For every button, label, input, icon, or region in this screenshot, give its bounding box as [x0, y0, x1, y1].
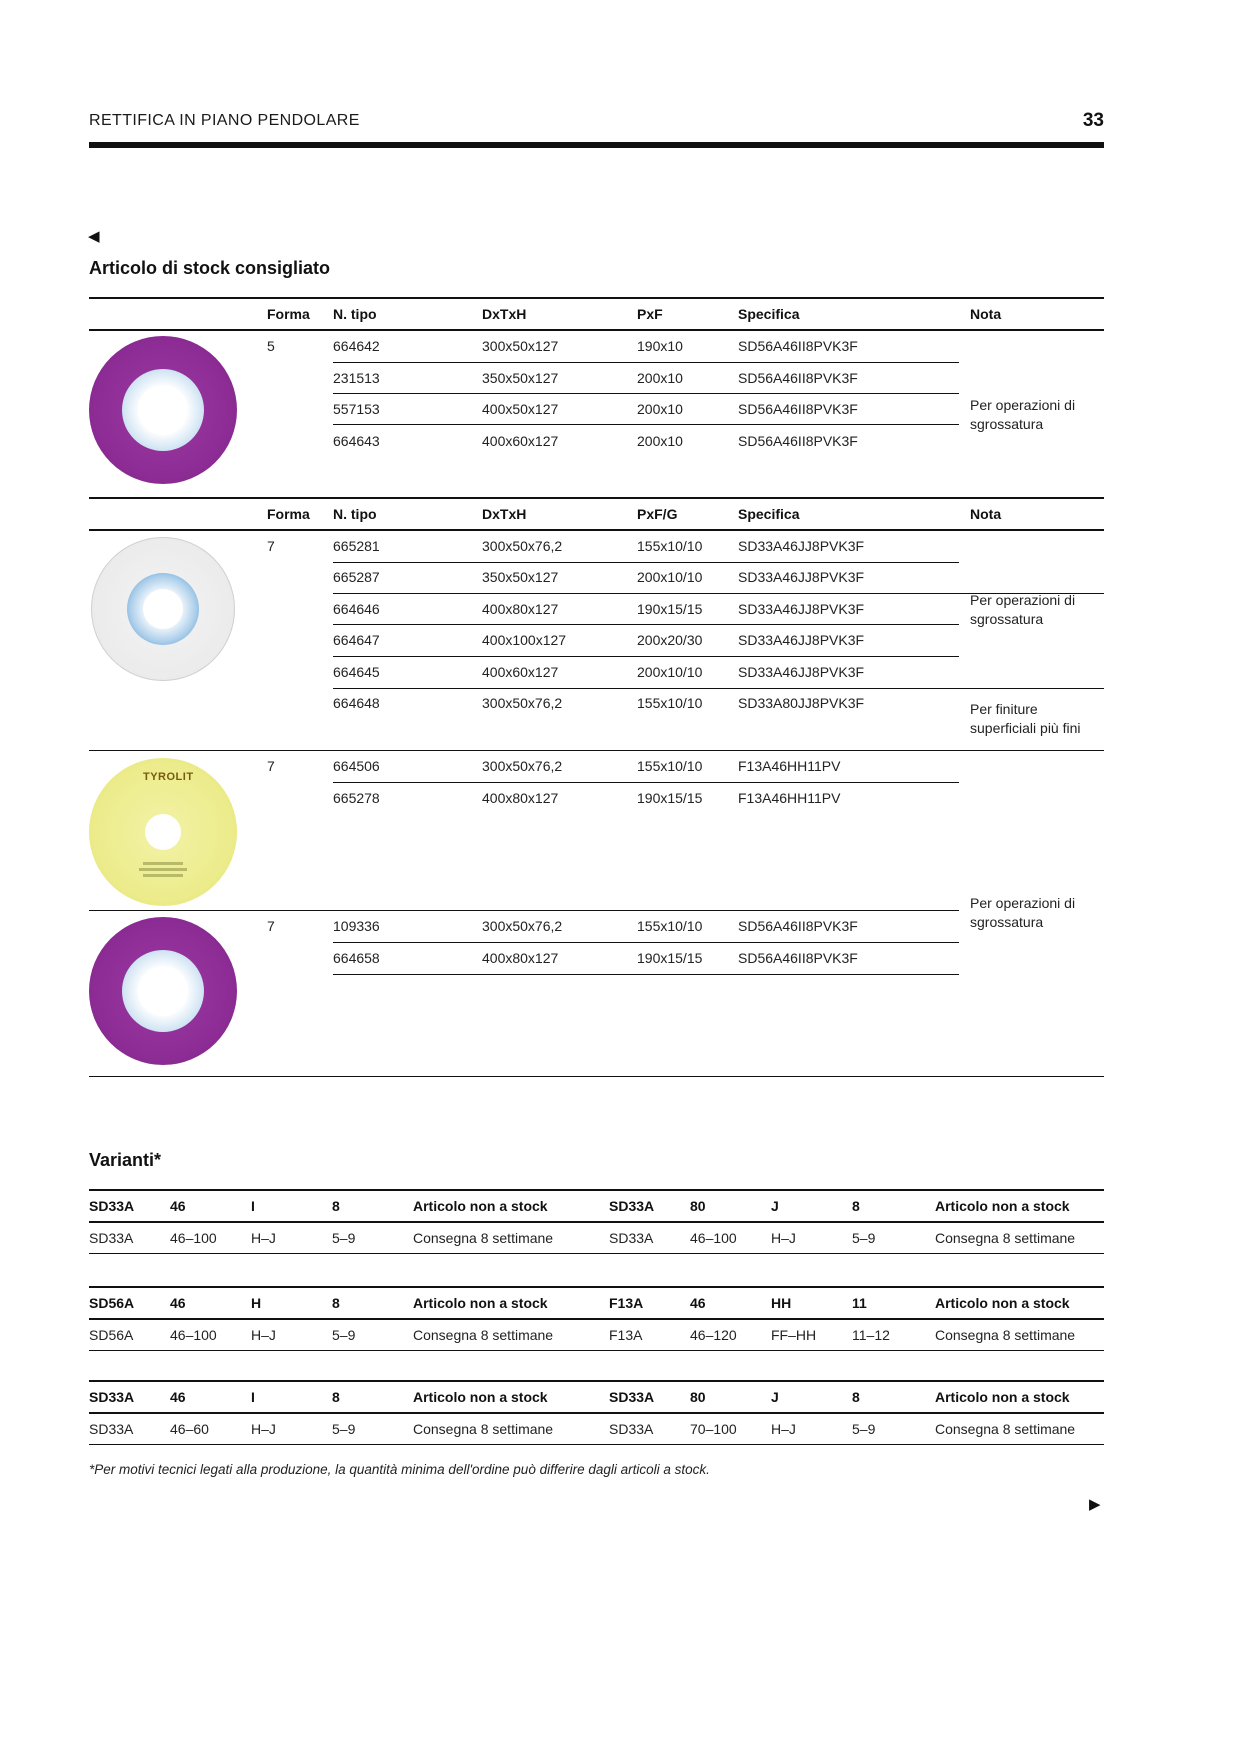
table-cell: 190x10 [637, 338, 683, 354]
product-image-purple-wheel-2 [89, 917, 237, 1065]
variant-row-cell: 46–100 [690, 1230, 737, 1246]
row-rule [333, 974, 959, 975]
table-cell: 200x10/10 [637, 664, 703, 680]
table-cell: 300x50x76,2 [482, 695, 563, 711]
table-cell: SD56A46II8PVK3F [738, 918, 858, 934]
table-cell: 155x10/10 [637, 538, 703, 554]
table-cell: 155x10/10 [637, 695, 703, 711]
col-header-nota: Nota [970, 506, 1002, 522]
variant-head-cell: I [251, 1389, 255, 1405]
table-cell: 664645 [333, 664, 380, 680]
table-cell: 190x15/15 [637, 601, 703, 617]
table-cell: 231513 [333, 370, 380, 386]
table-cell: 300x50x76,2 [482, 918, 563, 934]
variant-row-cell: H–J [251, 1327, 276, 1343]
table-header-rule [89, 529, 1104, 531]
footnote: *Per motivi tecnici legati alla produzione, la quantità minima dell'ordine può differire dagli articoli a stock. [89, 1462, 710, 1477]
variant-row-cell: SD33A [609, 1421, 654, 1437]
variant-row-cell: Consegna 8 settimane [935, 1421, 1076, 1437]
col-header-specifica: Specifica [738, 306, 800, 322]
nota-text: Per finiture superficiali più fini [970, 701, 1081, 736]
row-rule [333, 624, 959, 625]
variant-head-cell: 8 [852, 1198, 860, 1214]
row-rule [333, 424, 959, 425]
variant-head-cell: SD33A [89, 1198, 135, 1214]
variant-head-cell: 8 [332, 1198, 340, 1214]
nota-text: Per operazioni di sgrossatura [970, 397, 1076, 432]
forma-value: 5 [267, 338, 275, 354]
row-rule [333, 362, 959, 363]
page-number: 33 [1082, 110, 1104, 131]
variant-top-rule [89, 1189, 1104, 1191]
variant-row-cell: SD56A [89, 1327, 134, 1343]
variant-head-cell: I [251, 1198, 255, 1214]
table-cell: SD56A46II8PVK3F [738, 338, 858, 354]
variant-row-cell: Consegna 8 settimane [413, 1230, 554, 1246]
variant-mid-rule [89, 1318, 1104, 1320]
row-rule [333, 782, 959, 783]
table-cell: 109336 [333, 918, 380, 934]
table-cell: 400x80x127 [482, 950, 559, 966]
variant-head-cell: 8 [332, 1295, 340, 1311]
variant-head-cell: H [251, 1295, 262, 1311]
table-cell: 300x50x76,2 [482, 538, 563, 554]
variant-top-rule [89, 1380, 1104, 1382]
variant-head-cell: SD33A [609, 1198, 655, 1214]
col-header-n-tipo: N. tipo [333, 506, 377, 522]
forma-value: 7 [267, 918, 275, 934]
variant-row-cell: 70–100 [690, 1421, 737, 1437]
variant-row-cell: 46–60 [170, 1421, 209, 1437]
row-rule [333, 688, 1104, 689]
variant-head-cell: J [771, 1198, 779, 1214]
variant-head-cell: Articolo non a stock [413, 1295, 548, 1311]
running-header-title: RETTIFICA IN PIANO PENDOLARE [89, 112, 360, 129]
variant-row-cell: 46–120 [690, 1327, 737, 1343]
variant-bottom-rule [89, 1350, 1104, 1351]
table-cell: SD56A46II8PVK3F [738, 370, 858, 386]
row-rule [333, 562, 959, 563]
table-cell: 155x10/10 [637, 758, 703, 774]
variant-head-cell: Articolo non a stock [935, 1198, 1070, 1214]
header-rule [89, 142, 1104, 148]
variant-head-cell: Articolo non a stock [935, 1389, 1070, 1405]
variant-head-cell: HH [771, 1295, 792, 1311]
table-cell: 350x50x127 [482, 370, 559, 386]
variant-row-cell: 5–9 [332, 1327, 356, 1343]
variant-top-rule [89, 1286, 1104, 1288]
variant-head-cell: SD33A [609, 1389, 655, 1405]
table-cell: SD33A46JJ8PVK3F [738, 601, 865, 617]
table-cell: 190x15/15 [637, 950, 703, 966]
table-cell: 665281 [333, 538, 380, 554]
col-header-pxfg: PxF/G [637, 506, 678, 522]
table-cell: 300x50x127 [482, 338, 559, 354]
variant-head-cell: Articolo non a stock [935, 1295, 1070, 1311]
variant-row-cell: F13A [609, 1327, 643, 1343]
table-cell: F13A46HH11PV [738, 758, 841, 774]
table-cell: 665287 [333, 569, 380, 585]
variant-head-cell: 80 [690, 1198, 706, 1214]
table-divider-rule [89, 750, 1104, 751]
product-image-yellow-wheel [89, 758, 237, 906]
table-cell: 557153 [333, 401, 380, 417]
table-cell: SD33A80JJ8PVK3F [738, 695, 865, 711]
table-cell: 400x60x127 [482, 433, 559, 449]
variant-row-cell: Consegna 8 settimane [413, 1421, 554, 1437]
table-cell: 200x10/10 [637, 569, 703, 585]
forma-value: 7 [267, 758, 275, 774]
variant-row-cell: 11–12 [852, 1327, 890, 1343]
row-rule [333, 656, 959, 657]
variant-row-cell: 5–9 [332, 1230, 356, 1246]
col-header-specifica: Specifica [738, 506, 800, 522]
table-cell: 200x10 [637, 370, 683, 386]
brand-logo-tyrolit: TYROLIT [143, 771, 194, 783]
variant-head-cell: Articolo non a stock [413, 1198, 548, 1214]
variant-head-cell: F13A [609, 1295, 644, 1311]
variant-row-cell: FF–HH [771, 1327, 817, 1343]
table-cell: 664506 [333, 758, 380, 774]
variant-bottom-rule [89, 1253, 1104, 1254]
variant-row-cell: 5–9 [852, 1421, 876, 1437]
variant-head-cell: 11 [852, 1295, 867, 1311]
variant-head-cell: 80 [690, 1389, 706, 1405]
table-cell: 400x100x127 [482, 632, 567, 648]
table-cell: 400x50x127 [482, 401, 559, 417]
variant-row-cell: 46–100 [170, 1327, 217, 1343]
variant-mid-rule [89, 1221, 1104, 1223]
variant-row-cell: SD33A [89, 1230, 134, 1246]
table-cell: 190x15/15 [637, 790, 703, 806]
table-cell: 665278 [333, 790, 380, 806]
table-cell: 664646 [333, 601, 380, 617]
product-image-purple-wheel-1 [89, 336, 237, 484]
table-cell: 664658 [333, 950, 380, 966]
variant-head-cell: Articolo non a stock [413, 1389, 548, 1405]
table-bottom-rule [89, 1076, 1104, 1077]
variant-bottom-rule [89, 1444, 1104, 1445]
table-cell: 200x20/30 [637, 632, 703, 648]
table-cell: SD56A46II8PVK3F [738, 950, 858, 966]
variant-row-cell: H–J [771, 1230, 796, 1246]
triangle-right-icon[interactable]: ▶ [1089, 1496, 1101, 1513]
table-cell: SD33A46JJ8PVK3F [738, 632, 865, 648]
variant-row-cell: 46–100 [170, 1230, 217, 1246]
variant-row-cell: Consegna 8 settimane [935, 1230, 1076, 1246]
table-cell: 200x10 [637, 401, 683, 417]
table-cell: 350x50x127 [482, 569, 559, 585]
nota-text: Per operazioni di sgrossatura [970, 592, 1076, 627]
forma-value: 7 [267, 538, 275, 554]
variant-row-cell: H–J [251, 1230, 276, 1246]
table-top-rule [89, 297, 1104, 299]
table-cell: 155x10/10 [637, 918, 703, 934]
table-cell: 664642 [333, 338, 380, 354]
variant-head-cell: 46 [170, 1295, 186, 1311]
table-cell: 664648 [333, 695, 380, 711]
table-cell: 200x10 [637, 433, 683, 449]
col-header-dxtxh: DxTxH [482, 306, 527, 322]
row-rule [333, 942, 959, 943]
table-cell: 400x80x127 [482, 601, 559, 617]
variant-head-cell: 46 [690, 1295, 706, 1311]
product-image-white-wheel [91, 537, 235, 681]
table-cell: SD33A46JJ8PVK3F [738, 569, 865, 585]
variant-head-cell: 8 [852, 1389, 860, 1405]
variant-head-cell: SD33A [89, 1389, 135, 1405]
table-cell: 400x60x127 [482, 664, 559, 680]
table-cell: SD33A46JJ8PVK3F [738, 664, 865, 680]
table-cell: 400x80x127 [482, 790, 559, 806]
variant-row-cell: 5–9 [332, 1421, 356, 1437]
variant-row-cell: SD33A [609, 1230, 654, 1246]
table-cell: F13A46HH11PV [738, 790, 841, 806]
table-cell: 300x50x76,2 [482, 758, 563, 774]
variant-head-cell: SD56A [89, 1295, 135, 1311]
table-cell: SD56A46II8PVK3F [738, 401, 858, 417]
col-header-n-tipo: N. tipo [333, 306, 377, 322]
table-cell: 664643 [333, 433, 380, 449]
variant-head-cell: 8 [332, 1389, 340, 1405]
table-cell: SD33A46JJ8PVK3F [738, 538, 865, 554]
section-title-variants: Varianti* [89, 1150, 162, 1170]
col-header-forma: Forma [267, 306, 310, 322]
variant-head-cell: 46 [170, 1389, 186, 1405]
section-title-stock: Articolo di stock consigliato [89, 258, 331, 278]
variant-row-cell: 5–9 [852, 1230, 876, 1246]
variant-row-cell: Consegna 8 settimane [935, 1327, 1076, 1343]
col-header-pxf: PxF [637, 306, 663, 322]
variant-head-cell: 46 [170, 1198, 186, 1214]
variant-row-cell: SD33A [89, 1421, 134, 1437]
table-cell: 664647 [333, 632, 380, 648]
row-rule [333, 393, 959, 394]
col-header-forma: Forma [267, 506, 310, 522]
table-divider-rule [89, 910, 959, 911]
col-header-dxtxh: DxTxH [482, 506, 527, 522]
variant-head-cell: J [771, 1389, 779, 1405]
variant-row-cell: H–J [771, 1421, 796, 1437]
variant-row-cell: Consegna 8 settimane [413, 1327, 554, 1343]
table-cell: SD56A46II8PVK3F [738, 433, 858, 449]
table-header-rule [89, 329, 1104, 331]
variant-row-cell: H–J [251, 1421, 276, 1437]
nota-text: Per operazioni di sgrossatura [970, 895, 1076, 930]
col-header-nota: Nota [970, 306, 1002, 322]
table-bottom-rule [89, 497, 1104, 499]
triangle-left-icon[interactable]: ◀ [88, 228, 100, 245]
variant-mid-rule [89, 1412, 1104, 1414]
